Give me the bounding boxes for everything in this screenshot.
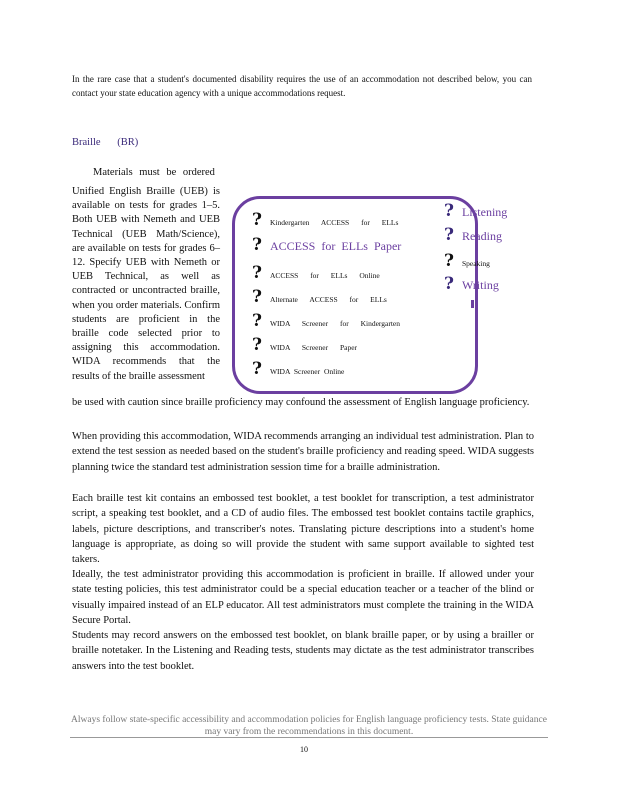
- question-mark-icon: ?: [252, 235, 262, 255]
- domain-label: Listening: [461, 205, 508, 219]
- test-label: WIDA Screener Online: [269, 367, 345, 376]
- intro-paragraph: In the rare case that a student's documented disability requires the use of an accommodation not described below, you can contact your state education agency with a unique accommodations request.: [72, 74, 532, 98]
- test-item-alternate: [252, 287, 387, 307]
- question-mark-icon: ?: [444, 251, 454, 271]
- domain-label: Reading: [461, 229, 502, 243]
- box-connector: [471, 300, 474, 308]
- test-item-screener-k: [252, 311, 400, 331]
- question-mark-icon: ?: [252, 210, 262, 230]
- domain-writing: [444, 274, 499, 294]
- test-item-screener-paper: [252, 335, 357, 355]
- test-item-kindergarten: [252, 210, 398, 230]
- paragraph-administrator: Ideally, the test administrator providing this accommodation is proficient in braille. If allowed under your state testing policies, this test administrator could be a special education teacher or a teacher of the blind or visually impaired instead of an ELP educator. All test administrators must complete the training in the WIDA Secure Portal.: [72, 569, 534, 626]
- question-mark-icon: ?: [252, 287, 262, 307]
- question-mark-icon: ?: [444, 274, 454, 294]
- question-mark-icon: ?: [252, 359, 262, 379]
- question-mark-icon: ?: [444, 225, 454, 245]
- test-item-online: [252, 263, 380, 283]
- left-column-continued: be used with caution since braille proficiency may confound the assessment of English language proficiency.: [72, 397, 530, 408]
- question-mark-icon: ?: [444, 201, 454, 221]
- test-label: ACCESS for ELLs Paper: [269, 239, 402, 253]
- test-item-paper: [252, 235, 401, 255]
- test-label: Kindergarten ACCESS for ELLs: [269, 218, 399, 227]
- left-column-text: Unified English Braille (UEB) is available on tests for grades 1–5. Both UEB with Nemeth and UEB Technical (UEB Math/Science), are available on tests for grades 6–12. Specify UEB with Nemeth or UEB Technical, as well as contracted or uncontracted braille, when you order materials. Confirm students are proficient in the braille code selected prior to assigning this accommodation. WIDA recommends that the results of the braille assessment: [72, 186, 220, 382]
- paragraph-recording-answers: Students may record answers on the embossed test booklet, on blank braille paper, or by using a brailler or braille notetaker. In the Listening and Reading tests, students may dictate as the test administrator transcribes answers into the test booklet.: [72, 630, 534, 672]
- materials-note: Materials must be ordered: [93, 167, 215, 178]
- test-label: ACCESS for ELLs Online: [269, 271, 380, 280]
- test-label: WIDA Screener Paper: [269, 343, 358, 352]
- page-number: 10: [300, 745, 308, 754]
- test-item-screener-online: [252, 359, 344, 379]
- test-label: Alternate ACCESS for ELLs: [269, 295, 387, 304]
- section-heading: Braille (BR): [72, 137, 139, 148]
- paragraph-test-kit: Each braille test kit contains an embossed test booklet, a test booklet for transcription, a test administrator script, a speaking test booklet, and a CD of audio files. The embossed test booklet contains tactile graphics, labels, picture descriptions, and transcriber's notes. Translating picture descriptions into a student's home language is appropriate, as doing so will provide the student with same support available to sighted test takers.: [72, 493, 534, 566]
- test-label: WIDA Screener for Kindergarten: [269, 319, 400, 328]
- question-mark-icon: ?: [252, 263, 262, 283]
- footer-divider: [70, 737, 548, 738]
- question-mark-icon: ?: [252, 335, 262, 355]
- question-mark-icon: ?: [252, 311, 262, 331]
- domain-listening: [444, 201, 507, 221]
- paragraph-individual-administration: When providing this accommodation, WIDA recommends arranging an individual test administration. Plan to extend the test session as needed based on the student's braille proficiency and reading speed. WIDA suggests planning twice the standard test administration session time for a braille administration.: [72, 431, 534, 473]
- domain-speaking: [444, 251, 490, 271]
- domain-reading: [444, 225, 502, 245]
- footer-note: Always follow state-specific accessibility and accommodation policies for English language proficiency tests. State guidance may vary from the recommendations in this document.: [71, 715, 547, 737]
- domain-label: Writing: [461, 278, 499, 292]
- domain-label: Speaking: [461, 259, 490, 268]
